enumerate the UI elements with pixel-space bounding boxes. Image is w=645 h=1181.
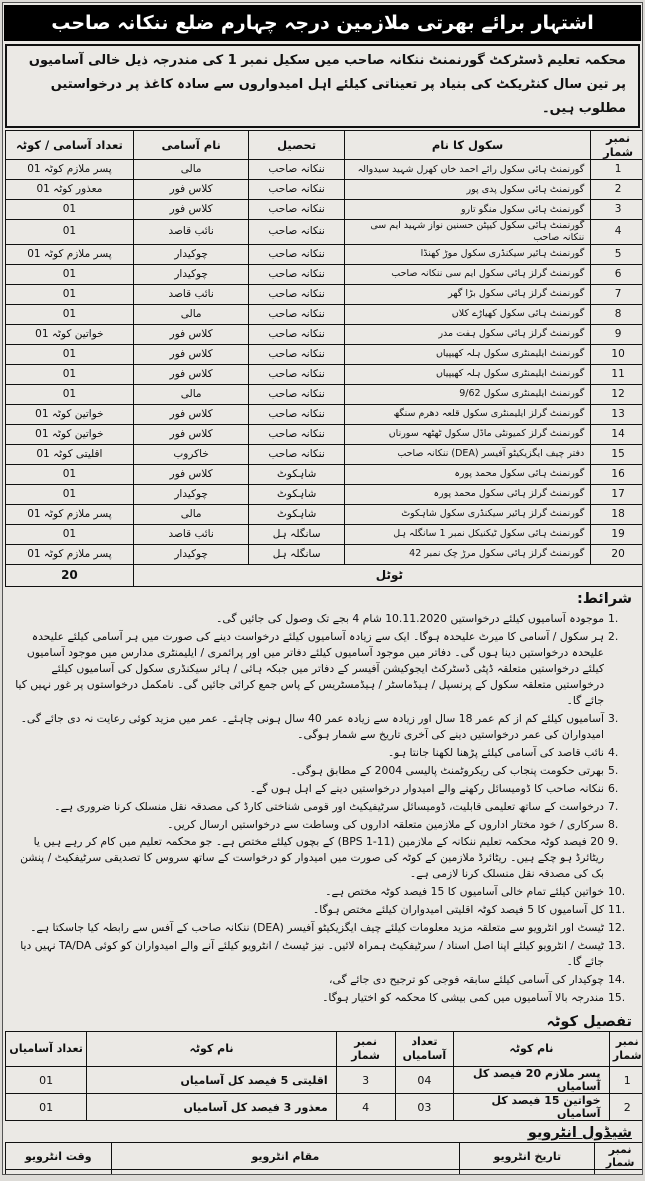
vacancy-tehsil: شاہکوٹ [249, 504, 344, 524]
vacancy-tehsil: ننکانہ صاحب [249, 200, 344, 220]
vacancy-school: گورنمنٹ گرلز ہائی سکول بڑا گھر [344, 284, 590, 304]
vacancy-school: گورنمنٹ ہائی سکول پدی پور [344, 180, 590, 200]
vacancy-quota: پسر ملازم کوٹہ 01 [6, 160, 134, 180]
vacancy-school: گورنمنٹ ایلیمنٹری سکول ہلہ کھیپیاں [344, 364, 590, 384]
condition-number: 14. [608, 973, 626, 987]
condition-number: 9. [608, 835, 619, 849]
interview-date [460, 1170, 595, 1175]
vacancy-row [6, 524, 644, 544]
vacancy-tehsil: شاہکوٹ [249, 464, 344, 484]
vacancy-tehsil: ننکانہ صاحب [249, 220, 344, 245]
interview-header-date: تاریخ انٹرویو [460, 1143, 595, 1170]
vacancy-school: گورنمنٹ ایلیمنٹری سکول 9/62 [344, 384, 590, 404]
vacancies-header-row [6, 131, 644, 160]
condition-number: 4. [608, 745, 619, 759]
vacancy-row [6, 244, 644, 264]
vacancy-post: کلاس فور [133, 180, 249, 200]
quota-detail-table [5, 1031, 643, 1121]
vacancy-quota: 01 [6, 384, 134, 404]
quota-count-1: 03 [395, 1094, 454, 1121]
total-label: ٹوٹل [133, 564, 643, 586]
vacancy-post: مالی [133, 504, 249, 524]
interview-venue [111, 1170, 460, 1175]
vacancy-school: گورنمنٹ ہائی سکول کیپٹن حسنین نواز شہید ایم سی ننکانہ صاحب [344, 220, 590, 245]
vacancy-tehsil: ننکانہ صاحب [249, 404, 344, 424]
condition-item [9, 834, 634, 882]
vacancy-quota: 01 [6, 524, 134, 544]
vacancy-school: گورنمنٹ گرلز ہائی سکول ہفت مدر [344, 324, 590, 344]
interview-time [6, 1170, 112, 1175]
quota-header-name-2: نام کوٹہ [87, 1032, 337, 1067]
vacancy-row [6, 384, 644, 404]
vacancy-tehsil: ننکانہ صاحب [249, 180, 344, 200]
vacancy-serial: 2 [591, 180, 643, 200]
vacancy-school: گورنمنٹ گرلز ہائیر سیکنڈری سکول شاہکوٹ [344, 504, 590, 524]
vacancy-tehsil: ننکانہ صاحب [249, 384, 344, 404]
vacancy-serial: 10 [591, 344, 643, 364]
vacancy-quota: خواتین کوٹہ 01 [6, 404, 134, 424]
vacancy-serial: 18 [591, 504, 643, 524]
vacancy-post: چوکیدار [133, 264, 249, 284]
vacancy-school: گورنمنٹ ہائی سکول رائے احمد خاں کھرل شہید سیدوالہ [344, 160, 590, 180]
interview-schedule-table [5, 1142, 643, 1175]
quota-header-row [6, 1032, 644, 1067]
vacancy-school: گورنمنٹ ہائی سکول منگو تارو [344, 200, 590, 220]
vacancy-post: نائب قاصد [133, 284, 249, 304]
header-quota: تعداد آسامی / کوٹہ [6, 131, 134, 160]
vacancy-tehsil: ننکانہ صاحب [249, 324, 344, 344]
vacancy-school: گورنمنٹ گرلز ہائی سکول محمد پورہ [344, 484, 590, 504]
vacancy-post: کلاس فور [133, 424, 249, 444]
vacancy-quota: 01 [6, 484, 134, 504]
intro-paragraph: محکمہ تعلیم ڈسٹرکٹ گورنمنٹ ننکانہ صاحب میں سکیل نمبر 1 کی مندرجہ ذیل خالی آسامیوں پر تین سال کنٹریکٹ کی بنیاد پر تعیناتی کیلئے اہل امیدواروں سے سادہ کاغذ پر درخواستیں مطلوب ہیں۔ [5, 44, 640, 128]
vacancy-post: کلاس فور [133, 200, 249, 220]
quota-header-count-1: تعداد آسامیاں [395, 1032, 454, 1067]
vacancy-school: گورنمنٹ گرلز ہائی سکول مرڑ چک نمبر 42 [344, 544, 590, 564]
vacancy-row [6, 544, 644, 564]
vacancy-school: گورنمنٹ گرلز کمیونٹی ماڈل سکول ٹھٹھہ سورناں [344, 424, 590, 444]
vacancy-serial: 3 [591, 200, 643, 220]
banner-title: اشتہار برائے بھرتی ملازمین درجہ چہارم ضلع ننکانہ صاحب [4, 5, 641, 41]
quota-serial-1: 1 [609, 1067, 643, 1094]
vacancy-tehsil: ننکانہ صاحب [249, 284, 344, 304]
vacancy-post: مالی [133, 304, 249, 324]
vacancy-row [6, 284, 644, 304]
condition-text: چوکیدار کی آسامی کیلئے سابقہ فوجی کو ترجیح دی جائے گی، [329, 973, 604, 987]
vacancy-tehsil: ننکانہ صاحب [249, 344, 344, 364]
condition-number: 10. [608, 885, 626, 899]
quota-count-1: 04 [395, 1067, 454, 1094]
vacancy-quota: اقلیتی کوٹہ 01 [6, 444, 134, 464]
vacancy-serial: 12 [591, 384, 643, 404]
vacancy-post: کلاس فور [133, 344, 249, 364]
quota-count-2: 01 [6, 1094, 87, 1121]
condition-item [9, 972, 634, 988]
total-value: 20 [6, 564, 134, 586]
vacancy-school: گورنمنٹ گرلز ہائی سکول ایم سی ننکانہ صاحب [344, 264, 590, 284]
vacancy-quota: 01 [6, 200, 134, 220]
quota-header-name-1: نام کوٹہ [454, 1032, 609, 1067]
vacancy-serial: 9 [591, 324, 643, 344]
vacancy-post: چوکیدار [133, 244, 249, 264]
conditions-list [3, 608, 642, 1010]
quota-count-2: 01 [6, 1067, 87, 1094]
vacancy-post: کلاس فور [133, 324, 249, 344]
interview-header-row [6, 1143, 644, 1170]
vacancy-post: کلاس فور [133, 364, 249, 384]
vacancy-tehsil: شاہکوٹ [249, 484, 344, 504]
quota-serial-1: 2 [609, 1094, 643, 1121]
vacancy-serial: 16 [591, 464, 643, 484]
condition-text: ٹیسٹ اور انٹرویو سے متعلقہ مزید معلومات کیلئے چیف ایگزیکیٹو آفیسر (DEA) ننکانہ صاحب کے آفس سے رابطہ کیا جاسکتا ہے۔ [30, 921, 604, 935]
condition-number: 8. [608, 817, 619, 831]
vacancy-serial: 5 [591, 244, 643, 264]
vacancy-post: کلاس فور [133, 464, 249, 484]
condition-item [9, 990, 634, 1006]
vacancy-row [6, 304, 644, 324]
condition-text: ٹیسٹ / انٹرویو کیلئے اپنا اصل اسناد / سرٹیفکیٹ ہمراہ لائیں۔ نیز ٹیسٹ / انٹرویو کیلئے آنے والے امیدواران کو کوئی TA/DA نہیں دیا جائے گا۔ [20, 939, 604, 969]
vacancy-quota: 01 [6, 344, 134, 364]
condition-number: 7. [608, 799, 619, 813]
vacancy-row [6, 200, 644, 220]
vacancy-row [6, 484, 644, 504]
vacancy-quota: 01 [6, 364, 134, 384]
quota-header-serial-2: نمبر شمار [336, 1032, 395, 1067]
vacancy-tehsil: ننکانہ صاحب [249, 444, 344, 464]
vacancy-serial: 17 [591, 484, 643, 504]
vacancy-school: گورنمنٹ ہائی سکول کھیاڑے کلاں [344, 304, 590, 324]
condition-item [9, 763, 634, 779]
vacancy-serial: 11 [591, 364, 643, 384]
vacancy-row [6, 220, 644, 245]
interview-header-serial: نمبر شمار [595, 1143, 643, 1170]
vacancy-row [6, 180, 644, 200]
vacancy-row [6, 424, 644, 444]
vacancy-quota: 01 [6, 304, 134, 324]
advertisement-frame [2, 2, 643, 1175]
vacancy-row [6, 464, 644, 484]
vacancy-row [6, 504, 644, 524]
vacancy-row [6, 404, 644, 424]
vacancy-quota: خواتین کوٹہ 01 [6, 324, 134, 344]
condition-item [9, 629, 634, 709]
condition-text: مندرجہ بالا آسامیوں میں کمی بیشی کا محکمہ کو اختیار ہوگا۔ [322, 991, 604, 1005]
vacancy-post: خاکروب [133, 444, 249, 464]
vacancy-school: گورنمنٹ گرلز ایلیمنٹری سکول قلعہ دھرم سنگھ [344, 404, 590, 424]
condition-text: نائب قاصد کی آسامی کیلئے پڑھنا لکھنا جانتا ہو۔ [387, 745, 604, 759]
condition-number: 15. [608, 991, 626, 1005]
condition-item [9, 799, 634, 815]
total-row [6, 564, 644, 586]
vacancy-school: گورنمنٹ ہائی سکول ٹیکنیکل نمبر 1 سانگلہ ہل [344, 524, 590, 544]
vacancy-serial: 8 [591, 304, 643, 324]
vacancy-tehsil: سانگلہ ہل [249, 524, 344, 544]
vacancy-quota: پسر ملازم کوٹہ 01 [6, 504, 134, 524]
quota-serial-2: 3 [336, 1067, 395, 1094]
quota-header-count-2: تعداد آسامیاں [6, 1032, 87, 1067]
condition-item [9, 817, 634, 833]
vacancy-serial: 20 [591, 544, 643, 564]
header-tehsil: تحصیل [249, 131, 344, 160]
vacancy-post: کلاس فور [133, 404, 249, 424]
vacancy-post: چوکیدار [133, 544, 249, 564]
vacancy-serial: 1 [591, 160, 643, 180]
vacancy-row [6, 344, 644, 364]
condition-text: سرکاری / خود مختار اداروں کے ملازمین متعلقہ اداروں کی وساطت سے درخواستیں ارسال کریں۔ [167, 817, 604, 831]
condition-text: کل آسامیوں کا 5 فیصد کوٹہ اقلیتی امیدواران کیلئے مختص ہوگا۔ [312, 903, 604, 917]
condition-number: 2. [608, 629, 619, 643]
vacancy-quota: 01 [6, 284, 134, 304]
condition-item [9, 884, 634, 900]
vacancy-quota: 01 [6, 464, 134, 484]
condition-text: ننکانہ صاحب کا ڈومیسائل رکھنے والے امیدوار درخواستیں دینے کے اہل ہوں گے۔ [249, 781, 604, 795]
condition-item [9, 938, 634, 970]
vacancy-post: مالی [133, 384, 249, 404]
vacancies-table [5, 130, 643, 587]
condition-number: 1. [608, 611, 619, 625]
quota-header-serial-1: نمبر شمار [609, 1032, 643, 1067]
condition-text: موجودہ آسامیوں کیلئے درخواستیں 10.11.2020 شام 4 بجے تک وصول کی جائیں گی۔ [216, 611, 604, 625]
vacancy-row [6, 160, 644, 180]
vacancy-serial: 14 [591, 424, 643, 444]
interview-row [6, 1170, 644, 1175]
vacancy-row [6, 364, 644, 384]
condition-item [9, 920, 634, 936]
quota-name-2: اقلیتی 5 فیصد کل آسامیاں [87, 1067, 337, 1094]
vacancy-school: دفتر چیف ایگزیکیٹو آفیسر (DEA) ننکانہ صاحب [344, 444, 590, 464]
condition-number: 6. [608, 781, 619, 795]
vacancy-serial: 19 [591, 524, 643, 544]
condition-text: 20 فیصد کوٹہ محکمہ تعلیم ننکانہ کے ملازمین (BPS 1-11) کے بچوں کیلئے مختص ہے۔ جو محکمہ تعلیم میں کام کر رہے ہیں یا ریٹائرڈ ہو چکے ہیں۔ ریٹائرڈ ملازمین کے کوٹہ کی صورت میں امیدوار کو درخواست کے ساتھ سروس کا تصدیقی سرٹیفکیٹ / پنشن بک کی مصدقہ نقل منسلک کرنا لازمی ہے۔ [20, 835, 604, 881]
conditions-title: شرائط: [576, 590, 632, 607]
vacancy-row [6, 324, 644, 344]
condition-item [9, 611, 634, 627]
vacancy-quota: خواتین کوٹہ 01 [6, 424, 134, 444]
vacancy-tehsil: ننکانہ صاحب [249, 304, 344, 324]
condition-number: 11. [608, 903, 626, 917]
vacancy-tehsil: ننکانہ صاحب [249, 244, 344, 264]
vacancy-tehsil: ننکانہ صاحب [249, 364, 344, 384]
interview-header-venue: مقام انٹرویو [111, 1143, 460, 1170]
condition-number: 3. [608, 711, 619, 725]
interview-header-time: وقت انٹرویو [6, 1143, 112, 1170]
quota-name-1: پسر ملازم 20 فیصد کل آسامیاں [454, 1067, 609, 1094]
vacancy-serial: 13 [591, 404, 643, 424]
quota-name-2: معذور 3 فیصد کل آسامیاں [87, 1094, 337, 1121]
header-serial: نمبر شمار [591, 131, 643, 160]
interview-schedule-title: شیڈول انٹرویو [527, 1125, 632, 1142]
vacancy-post: نائب قاصد [133, 524, 249, 544]
vacancy-school: گورنمنٹ ایلیمنٹری سکول ہلہ کھیپیاں [344, 344, 590, 364]
condition-item [9, 711, 634, 743]
vacancy-tehsil: ننکانہ صاحب [249, 264, 344, 284]
condition-text: درخواست کے ساتھ تعلیمی قابلیت، ڈومیسائل سرٹیفیکیٹ اور قومی شناختی کارڈ کی مصدقہ نقل منسلک کرنا ضروری ہے۔ [54, 799, 604, 813]
condition-number: 12. [608, 921, 626, 935]
condition-number: 5. [608, 763, 619, 777]
vacancy-tehsil: سانگلہ ہل [249, 544, 344, 564]
condition-text: خواتین کیلئے تمام خالی آسامیوں کا 15 فیصد کوٹہ مختص ہے۔ [325, 885, 604, 899]
vacancy-serial: 6 [591, 264, 643, 284]
condition-item [9, 745, 634, 761]
vacancy-post: نائب قاصد [133, 220, 249, 245]
vacancy-post: مالی [133, 160, 249, 180]
vacancy-serial: 4 [591, 220, 643, 245]
condition-text: بھرتی حکومت پنجاب کی ریکروٹمنٹ پالیسی 2004 کے مطابق ہوگی۔ [290, 763, 604, 777]
condition-item [9, 781, 634, 797]
vacancy-quota: معذور کوٹہ 01 [6, 180, 134, 200]
vacancy-quota: پسر ملازم کوٹہ 01 [6, 544, 134, 564]
vacancy-tehsil: ننکانہ صاحب [249, 424, 344, 444]
vacancy-quota: 01 [6, 220, 134, 245]
quota-serial-2: 4 [336, 1094, 395, 1121]
condition-text: ہر سکول / آسامی کا میرٹ علیحدہ ہوگا۔ ایک سے زیادہ آسامیوں کیلئے درخواست دینے کی صورت میں ہر آسامی کیلئے علیحدہ علیحدہ درخواستیں دینا ہوں گی۔ دفاتر میں موجود آسامیوں کیلئے دفاتر میں اور پرائمری / ایلیمنٹری مدارس میں موجود آسامیوں کیلئے درخواستیں متعلقہ ڈپٹی ڈسٹرکٹ ایجوکیشن آفیسر کے دفاتر میں جبکہ ہائی / ہائر سیکنڈری سکول کی آسامیوں کیلئے درخواستیں متعلقہ سکول کے پرنسپل / ہیڈماسٹر / ہیڈمسٹریس کے پاس جمع کرائی جائیں گی۔ نامکمل درخواستوں پر غور نہیں کیا جائے گا۔ [15, 629, 604, 707]
vacancy-serial: 7 [591, 284, 643, 304]
vacancy-quota: 01 [6, 264, 134, 284]
quota-row [6, 1067, 644, 1094]
quota-name-1: خواتین 15 فیصد کل آسامیاں [454, 1094, 609, 1121]
vacancy-serial: 15 [591, 444, 643, 464]
vacancy-school: گورنمنٹ ہائیر سیکنڈری سکول موڑ کھنڈا [344, 244, 590, 264]
vacancy-quota: پسر ملازم کوٹہ 01 [6, 244, 134, 264]
condition-item [9, 902, 634, 918]
condition-number: 13. [608, 939, 626, 953]
vacancy-row [6, 264, 644, 284]
vacancy-row [6, 444, 644, 464]
vacancy-post: چوکیدار [133, 484, 249, 504]
vacancy-school: گورنمنٹ ہائی سکول محمد پورہ [344, 464, 590, 484]
header-school-name: سکول کا نام [344, 131, 590, 160]
interview-serial [595, 1170, 643, 1175]
header-post-name: نام آسامی [133, 131, 249, 160]
quota-row [6, 1094, 644, 1121]
condition-text: آسامیوں کیلئے کم از کم عمر 18 سال اور زیادہ سے زیادہ عمر 40 سال ہونی چاہئے۔ عمر میں مزید کوئی رعایت نہ دی جائے گی۔ امیدواران کی عمر درخواستیں دینے کی آخری تاریخ سے شمار ہوگی۔ [20, 711, 604, 741]
quota-detail-title: تفصیل کوٹہ [546, 1014, 632, 1031]
vacancy-tehsil: ننکانہ صاحب [249, 160, 344, 180]
